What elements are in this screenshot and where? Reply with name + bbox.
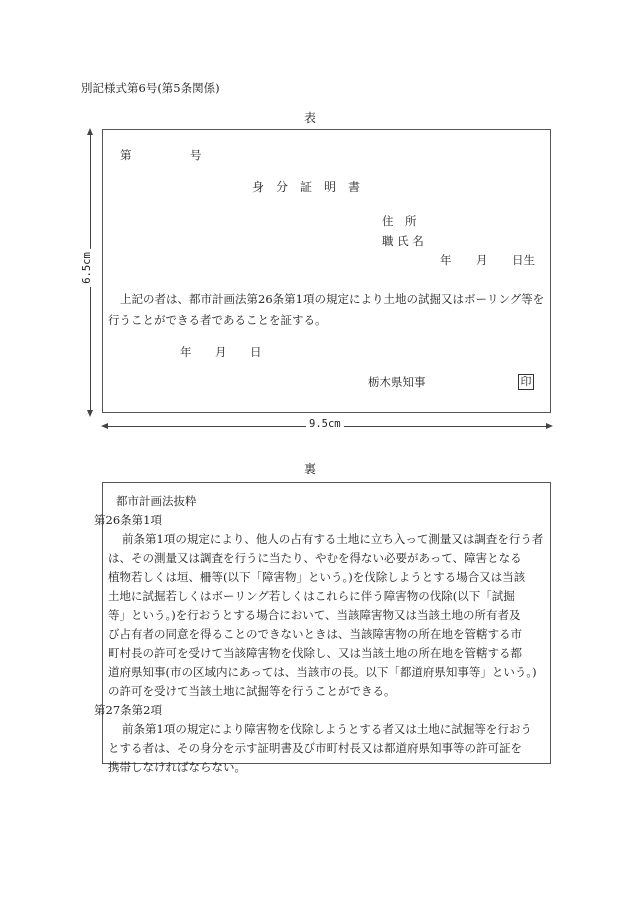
statement-line2: 行うことができる者であることを証する。 [108,313,327,327]
article-26-line: の許可を受けて当該土地に試掘等を行うことができる。 [108,684,396,698]
id-card-front [102,129,551,413]
birth-year: 年 [440,253,452,267]
birth-day: 日生 [512,253,535,267]
article-26-line: び占有者の同意を得ることのできないときは、当該障害物の所在地を管轄する市 [108,627,522,641]
height-label: 6.5cm [81,249,93,287]
front-side-label: 表 [304,111,317,125]
card-title: 身 分 証 明 書 [252,180,361,194]
number-prefix: 第 [120,148,132,162]
birth-month: 月 [476,253,488,267]
form-label: 別記様式第6号(第5条関係) [81,81,220,95]
article-27-line: 携帯しなければならない。 [108,760,246,774]
address-label: 住 所 [382,214,417,228]
issue-year: 年 [180,345,192,359]
law-excerpt [94,492,550,777]
issuer: 栃木県知事 [368,375,426,389]
number-suffix: 号 [190,148,202,162]
issue-day: 日 [250,345,262,359]
position-name-label: 職 氏 名 [382,234,424,248]
law-heading: 都市計画法抜粋 [116,494,197,508]
article-26-line: 町村長の許可を受けて当該障害物を伐除し、又は当該土地の所在地を管轄する都 [108,646,522,660]
seal-box: 印 [518,374,534,390]
article-26-line: 等」という。)を行おうとする場合において、当該障害物又は当該土地の所有者及 [108,608,521,622]
issue-month: 月 [215,345,227,359]
article-26-line: 土地に試掘若しくはボーリング若しくはこれらに伴う障害物の伐除(以下「試掘 [108,589,515,603]
article-26-line: は、その測量又は調査を行うに当たり、やむを得ない必要があって、障害となる [108,551,522,565]
article-26-line: 道府県知事(市の区域内にあっては、当該市の長。以下「都道府県知事等」という。) [108,665,537,679]
article-26-line: 前条第1項の規定により、他人の占有する土地に立ち入って測量又は調査を行う者 [122,532,544,546]
article-27-line: とする者は、その身分を示す証明書及び市町村長又は都道府県知事等の許可証を [108,741,522,755]
article-26-line: 植物若しくは垣、柵等(以下「障害物」という。)を伐除しようとする場合又は当該 [108,570,526,584]
statement-line1: 上記の者は、都市計画法第26条第1項の規定により土地の試掘又はボーリング等を [120,292,545,306]
article-26-title: 第26条第1項 [94,513,162,527]
back-side-label: 裏 [304,462,317,476]
width-label: 9.5cm [306,418,344,430]
article-27-line: 前条第1項の規定により障害物を伐除しようとする者又は土地に試掘等を行おう [122,722,532,736]
article-27-title: 第27条第2項 [94,703,162,717]
